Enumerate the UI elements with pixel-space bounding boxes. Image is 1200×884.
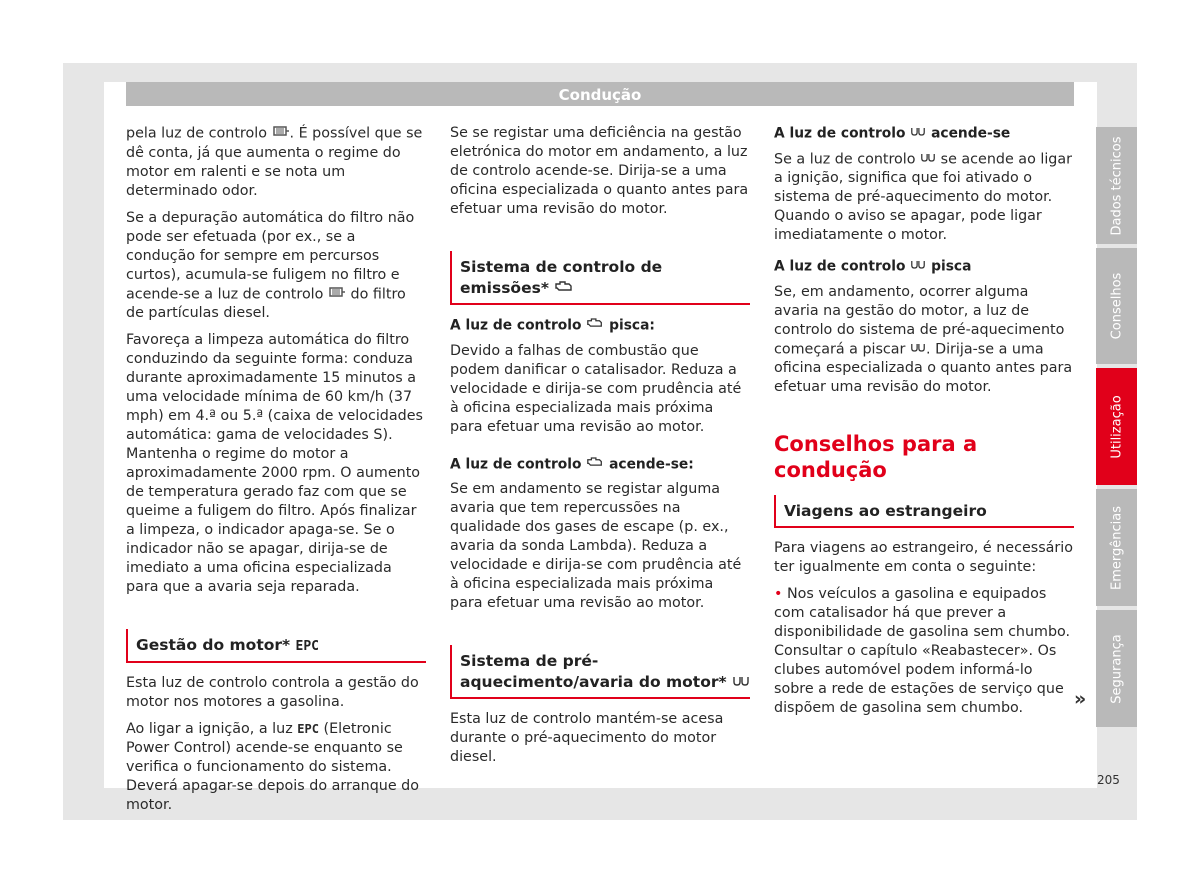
bullet-paragraph: • Nos veículos a gasolina e equipados com catalisador há que prever a disponibilidade de gasolina sem chumbo. Consultar o capítulo «Reabastecer». Os clubes automóvel podem informá-lo sobre a rede de estações de serviço que dispõem de gasolina sem chumbo. (774, 586, 1071, 716)
column-1 (126, 124, 426, 823)
glow-plug-icon (920, 150, 936, 169)
section-heading-preheating: Sistema de pré-aquecimento/avaria do motor* (450, 645, 750, 699)
engine-icon (554, 278, 574, 299)
paragraph: Se a depuração automática do filtro não pode ser efetuada (por ex., se a condução for sempre em percursos curtos), acumula-se fuligem no filtro e acende-se a luz de controlo do filtro de partículas diesel. (126, 209, 415, 321)
section-heading-emissions: Sistema de controlo de emissões* (450, 251, 750, 305)
bullet-icon: • (774, 586, 783, 602)
tab-seguranca[interactable]: Segurança (1096, 610, 1137, 727)
paragraph: Esta luz de controlo mantém-se acesa durante o pré-aquecimento do motor diesel. (450, 711, 724, 765)
engine-icon (586, 316, 604, 335)
paragraph: Favoreça a limpeza automática do filtro conduzindo da seguinte forma: conduza durante aproximadamente 15 minutos a uma velocidade mínima de 60 km/h (37 mph) em 4.ª ou 5.ª (caixa de velocidades automática: gama de velocidades S). Mantenha o regime do motor a aproximadamente 2000 rpm. O aumento de temperatura gerado faz com que se queime a fuligem do filtro. Após finalizar a limpeza, o indicador apaga-se. Se o indicador não se apagar, dirija-se de imediato a uma oficina especializada para que a avaria seja reparada. (126, 332, 423, 595)
glow-plug-icon (732, 672, 750, 693)
paragraph: Se a luz de controlo se acende ao ligar a ignição, significa que foi ativado o sistema de pré-aquecimento do motor. Quando o aviso se apagar, pode ligar imediatamente o motor. (774, 151, 1073, 243)
paragraph: Ao ligar a ignição, a luz EPC (Eletronic Power Control) acende-se enquanto se verifica o funcionamento do sistema. Deverá apagar-se depois do arranque do motor. (126, 721, 420, 813)
tab-conselhos[interactable]: Conselhos (1096, 248, 1137, 364)
paragraph: Se se registar uma deficiência na gestão eletrónica do motor em andamento, a luz de controlo acende-se. Dirija-se a uma oficina especializada o quanto antes para efetuar uma revisão do motor. (450, 125, 749, 217)
section-heading-travel-abroad: Viagens ao estrangeiro (774, 495, 1074, 528)
subheading: A luz de controlo acende-se: (450, 456, 694, 472)
column-3 (774, 124, 1074, 726)
paragraph: Para viagens ao estrangeiro, é necessário ter igualmente em conta o seguinte: (774, 540, 1073, 575)
paragraph: Devido a falhas de combustão que podem danificar o catalisador. Reduza a velocidade e dirija-se com prudência até à oficina especializada mais próxima para efetuar uma revisão ao motor. (450, 342, 742, 435)
particle-filter-icon (328, 285, 346, 304)
subheading: A luz de controlo pisca: (450, 317, 655, 334)
subheading: A luz de controlo pisca (774, 258, 972, 275)
column-2 (450, 124, 750, 775)
paragraph: pela luz de controlo . É possível que se dê conta, já que aumenta o regime do motor em ralenti e se nota um determinado odor. (126, 125, 423, 199)
glow-plug-icon (910, 257, 926, 276)
glow-plug-icon (910, 124, 926, 143)
engine-icon (586, 455, 604, 474)
chapter-section-title: Conselhos para a condução (774, 432, 978, 482)
glow-plug-icon (910, 340, 926, 359)
tab-utilizacao[interactable]: Utilização (1096, 368, 1137, 485)
epc-icon: EPC (297, 722, 319, 736)
subheading: A luz de controlo acende-se (774, 125, 1011, 142)
page-number: 205 (1097, 773, 1120, 787)
paragraph: Esta luz de controlo controla a gestão do motor nos motores a gasolina. (126, 675, 419, 710)
continue-marker: » (1074, 688, 1087, 710)
paragraph: Se em andamento se registar alguma avaria que tem repercussões na qualidade dos gases de escape (p. ex., avaria da sonda Lambda). Reduza a velocidade e dirija-se com prudência até à oficina especializada mais próxima para efetuar uma revisão ao motor. (450, 481, 742, 611)
epc-icon: EPC (295, 639, 320, 654)
paragraph: Se, em andamento, ocorrer alguma avaria na gestão do motor, a luz de controlo do sistema de pré-aquecimento começará a piscar . Dirija-se a uma oficina especializada o quanto antes para efetuar uma revisão do motor. (774, 283, 1073, 395)
section-heading-engine-management: Gestão do motor* EPC (126, 629, 426, 663)
tab-emergencias[interactable]: Emergências (1096, 489, 1137, 606)
tab-dados-tecnicos[interactable]: Dados técnicos (1096, 127, 1137, 244)
chapter-header: Condução (126, 82, 1074, 106)
particle-filter-icon (272, 124, 290, 143)
